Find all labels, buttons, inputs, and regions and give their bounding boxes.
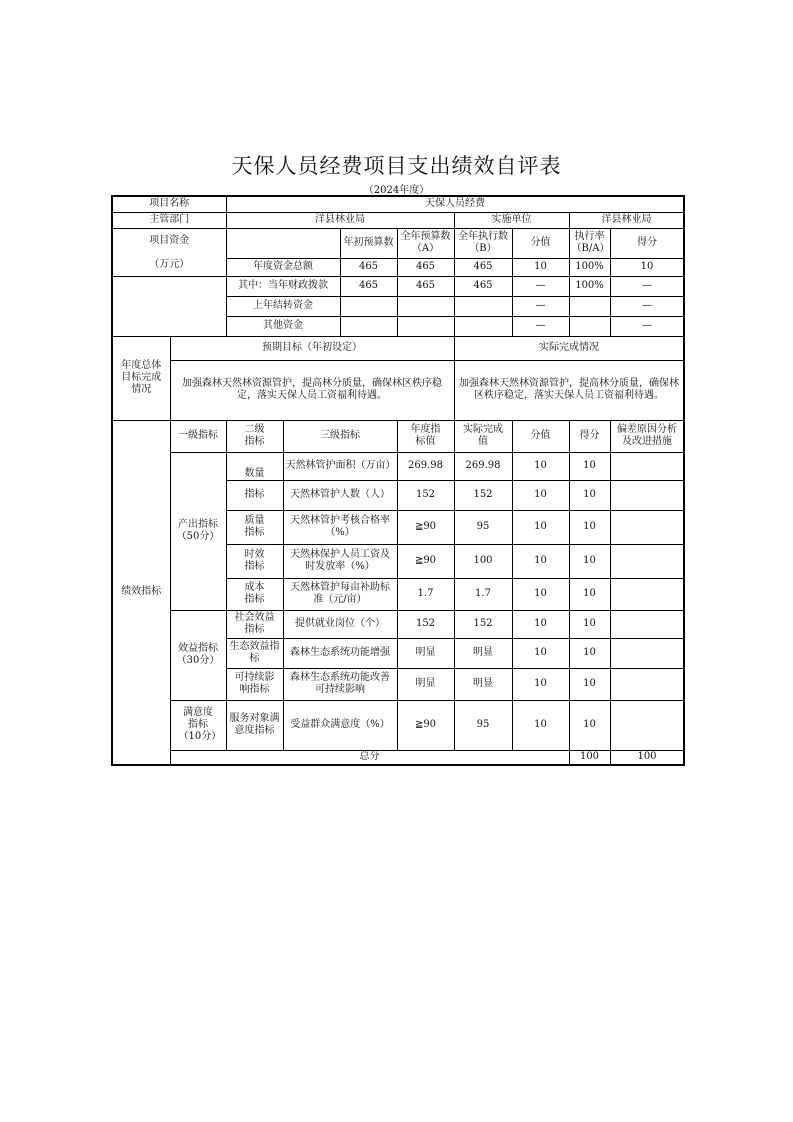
funds-cell: — (512, 276, 569, 296)
funds-cell: 465 (454, 276, 512, 296)
impl-value: 洋县林业局 (569, 212, 684, 228)
funds-cell: 100% (569, 276, 610, 296)
indicator-name: 天然林保护人员工资及时发放率（%） (283, 544, 397, 578)
indicator-got: 10 (569, 610, 610, 638)
funds-cell: 10 (610, 258, 684, 276)
indicator-target: ≧90 (397, 510, 454, 544)
funds-header-score: 分值 (512, 228, 569, 258)
indicator-score: 10 (512, 638, 569, 668)
dept-value: 洋县林业局 (226, 212, 454, 228)
page-title: 天保人员经费项目支出绩效自评表 (231, 154, 562, 178)
total-got: 100 (610, 750, 684, 765)
project-name-label: 项目名称 (112, 196, 226, 212)
indicator-score: 10 (512, 480, 569, 510)
indicator-actual: 269.98 (454, 452, 512, 480)
funds-label (112, 228, 226, 276)
indicator-target: 152 (397, 610, 454, 638)
indicator-actual: 95 (454, 510, 512, 544)
indicator-deviation (610, 668, 684, 700)
output-quantity-label: 指标 (226, 480, 283, 510)
perf-header-target: 年度指标值 (397, 420, 454, 452)
funds-cell: 465 (397, 258, 454, 276)
output-quality-label: 质量指标 (226, 510, 283, 544)
project-name-value: 天保人员经费 (226, 196, 684, 212)
funds-row-label: 年度资金总额 (226, 258, 340, 276)
indicator-target: 269.98 (397, 452, 454, 480)
funds-header-rate: 执行率（B/A） (569, 228, 610, 258)
funds-header-initial: 年初预算数 (340, 228, 397, 258)
output-indicator-label: 产出指标（50分） (170, 452, 226, 610)
indicator-got: 10 (569, 578, 610, 610)
indicator-target: 152 (397, 480, 454, 510)
perf-header-deviation: 偏差原因分析及改进措施 (610, 420, 684, 452)
indicator-name: 天然林管护考核合格率（%） (283, 510, 397, 544)
indicator-deviation (610, 544, 684, 578)
indicator-score: 10 (512, 700, 569, 750)
indicator-got: 10 (569, 638, 610, 668)
indicator-deviation (610, 578, 684, 610)
indicator-deviation (610, 452, 684, 480)
indicator-name: 天然林管护面积（万亩） (283, 452, 397, 480)
indicator-name: 天然林管护每亩补助标准（元/亩） (283, 578, 397, 610)
benefit-sustain-label: 可持续影响指标 (226, 668, 283, 700)
indicator-target: 1.7 (397, 578, 454, 610)
indicator-score: 10 (512, 610, 569, 638)
indicator-actual: 100 (454, 544, 512, 578)
indicator-got: 10 (569, 452, 610, 480)
funds-row-label: 其中：当年财政拨款 (226, 276, 340, 296)
funds-cell: 465 (340, 276, 397, 296)
funds-cell (454, 296, 512, 316)
perf-header-level3: 三级指标 (283, 420, 397, 452)
funds-cell (569, 296, 610, 316)
indicator-deviation (610, 480, 684, 510)
funds-cell: 465 (340, 258, 397, 276)
indicator-deviation (610, 510, 684, 544)
indicator-name: 森林生态系统功能改善可持续影响 (283, 668, 397, 700)
funds-cell: — (610, 296, 684, 316)
indicator-actual: 95 (454, 700, 512, 750)
indicator-score: 10 (512, 544, 569, 578)
funds-cell: 465 (454, 258, 512, 276)
impl-label: 实施单位 (454, 212, 569, 228)
indicator-target: ≧90 (397, 544, 454, 578)
indicator-got: 10 (569, 700, 610, 750)
benefit-indicator-label: 效益指标（30分） (170, 610, 226, 700)
funds-cell (397, 316, 454, 336)
indicator-name: 受益群众满意度（%） (283, 700, 397, 750)
perf-header-level2: 二级指标 (226, 420, 283, 452)
indicator-got: 10 (569, 510, 610, 544)
funds-header-annual: 全年预算数（A） (397, 228, 454, 258)
indicator-got: 10 (569, 480, 610, 510)
perf-header-got: 得分 (569, 420, 610, 452)
benefit-eco-label: 生态效益指标 (226, 638, 283, 668)
funds-cell (569, 316, 610, 336)
indicator-deviation (610, 638, 684, 668)
indicator-deviation (610, 610, 684, 638)
funds-cell: — (512, 316, 569, 336)
funds-cell (454, 316, 512, 336)
indicator-score: 10 (512, 452, 569, 480)
funds-label-text: 项目资金 (149, 234, 190, 246)
funds-cell: — (512, 296, 569, 316)
goals-expected-text: 加强森林天然林资源管护，提高林分质量，确保林区秩序稳定，落实天保人员工资福利待遇。 (170, 360, 454, 420)
indicator-got: 10 (569, 544, 610, 578)
report-year: （2024年度） (363, 185, 430, 196)
goals-expected-label: 预期目标（年初设定） (170, 336, 454, 360)
goals-actual-text: 加强森林天然林资源管护，提高林分质量，确保林区秩序稳定，落实天保人员工资福利待遇。 (454, 360, 684, 420)
funds-cell: 100% (569, 258, 610, 276)
goals-actual-label: 实际完成情况 (454, 336, 684, 360)
indicator-actual: 152 (454, 610, 512, 638)
indicator-name: 天然林管护人数（人） (283, 480, 397, 510)
indicator-deviation (610, 700, 684, 750)
indicator-target: 明显 (397, 638, 454, 668)
indicator-name: 森林生态系统功能增强 (283, 638, 397, 668)
funds-row-label: 其他资金 (226, 316, 340, 336)
total-label: 总分 (170, 750, 569, 765)
perf-header-score: 分值 (512, 420, 569, 452)
indicator-name: 提供就业岗位（个） (283, 610, 397, 638)
funds-cell (397, 296, 454, 316)
indicator-target: 明显 (397, 668, 454, 700)
funds-cell: — (610, 316, 684, 336)
output-quantity-label: 数量 (226, 452, 283, 480)
funds-header-executed: 全年执行数（B） (454, 228, 512, 258)
indicator-actual: 明显 (454, 638, 512, 668)
output-cost-label: 成本指标 (226, 578, 283, 610)
funds-cell: — (610, 276, 684, 296)
output-timeliness-label: 时效指标 (226, 544, 283, 578)
funds-cell: 10 (512, 258, 569, 276)
performance-evaluation-table (111, 195, 685, 766)
indicator-score: 10 (512, 578, 569, 610)
satisfaction-indicator-label: 满意度指标（10分） (170, 700, 226, 750)
indicator-actual: 明显 (454, 668, 512, 700)
funds-cell: 465 (397, 276, 454, 296)
benefit-social-label: 社会效益指标 (226, 610, 283, 638)
funds-unit: （万元） (149, 258, 190, 270)
indicator-got: 10 (569, 668, 610, 700)
funds-header-blank (226, 228, 340, 258)
satisfaction-service-label: 服务对象满意度指标 (226, 700, 283, 750)
indicator-actual: 152 (454, 480, 512, 510)
funds-blank-cell (112, 276, 226, 336)
funds-cell (340, 316, 397, 336)
perf-label: 绩效指标 (112, 420, 170, 765)
indicator-actual: 1.7 (454, 578, 512, 610)
indicator-score: 10 (512, 668, 569, 700)
funds-header-got: 得分 (610, 228, 684, 258)
dept-label: 主管部门 (112, 212, 226, 228)
funds-cell (340, 296, 397, 316)
perf-header-level1: 一级指标 (170, 420, 226, 452)
goals-label: 年度总体目标完成情况 (112, 336, 170, 420)
indicator-target: ≧90 (397, 700, 454, 750)
indicator-score: 10 (512, 510, 569, 544)
perf-header-actual: 实际完成值 (454, 420, 512, 452)
total-score: 100 (569, 750, 610, 765)
funds-row-label: 上年结转资金 (226, 296, 340, 316)
